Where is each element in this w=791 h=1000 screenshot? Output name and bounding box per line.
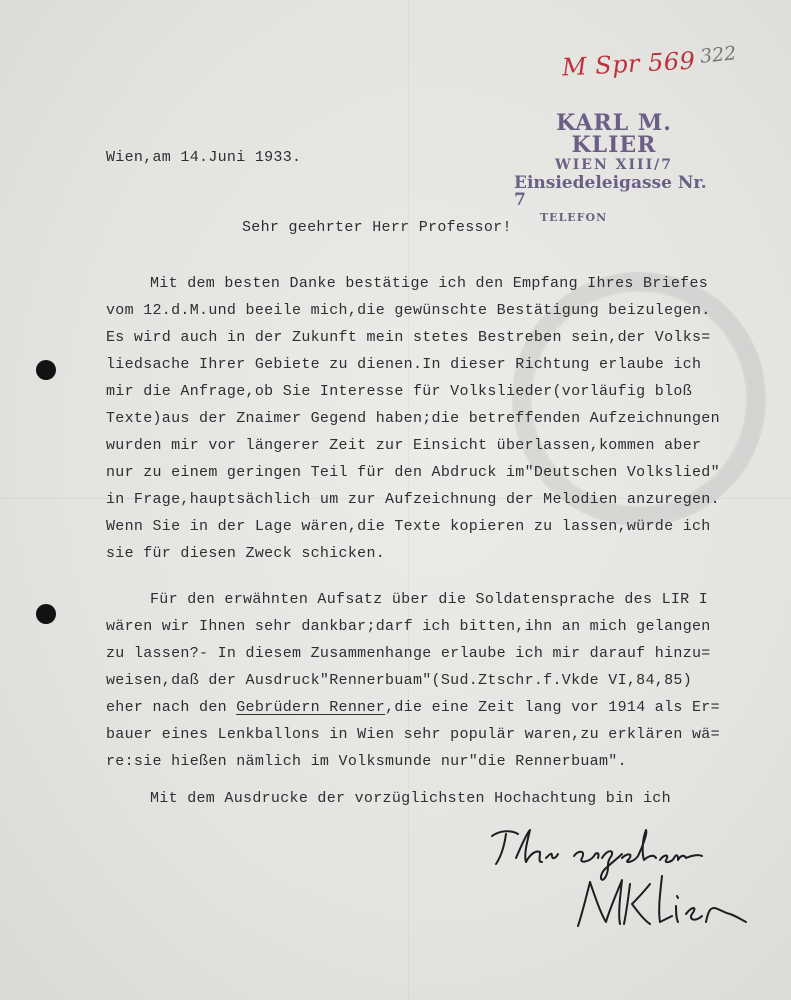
punch-hole-bottom — [36, 604, 56, 624]
paragraph1-line: mir die Anfrage,ob Sie Interesse für Volkslieder(vorläufig bloß — [106, 383, 692, 400]
underlined-gebrueder-renner: Gebrüdern Renner — [236, 699, 386, 716]
paragraph1-line: Es wird auch in der Zukunft mein stetes Bestreben sein,der Volks= — [106, 329, 711, 346]
paragraph1-line: Wenn Sie in der Lage wären,die Texte kopieren zu lassen,würde ich — [106, 518, 711, 535]
paragraph2-line: bauer eines Lenkballons in Wien sehr populär waren,zu erklären wä= — [106, 726, 720, 743]
letter-date: Wien,am 14.Juni 1933. — [106, 149, 302, 166]
paragraph2-line-renner — [106, 699, 720, 716]
archive-shelfmark: M Spr 569 — [561, 46, 697, 82]
paragraph2-line5-start: eher nach den — [106, 699, 237, 716]
paragraph2-line: weisen,daß der Ausdruck"Rennerbuam"(Sud.Ztschr.f.Vkde VI,84,85) — [106, 672, 692, 689]
paragraph2-line: re:sie hießen nämlich im Volksmunde nur"die Rennerbuam". — [106, 753, 627, 770]
stamp-street: Einsiedeleigasse Nr. 7 — [514, 173, 707, 210]
paragraph2-line: zu lassen?- In diesem Zusammenhange erlaube ich mir darauf hinzu= — [106, 645, 711, 662]
paragraph2-line: wären wir Ihnen sehr dankbar;darf ich bitten,ihn an mich gelangen — [106, 618, 711, 635]
stamp-phone: TELEFON — [540, 211, 608, 224]
handwritten-signature — [478, 818, 778, 938]
paragraph1-line: Texte)aus der Znaimer Gegend haben;die betreffenden Aufzeichnungen — [106, 410, 720, 427]
letter-salutation: Sehr geehrter Herr Professor! — [242, 219, 512, 236]
paragraph1-line: vom 12.d.M.und beeile mich,die gewünschte Bestätigung beizulegen. — [106, 302, 711, 319]
closing-line: Mit dem Ausdrucke der vorzüglichsten Hochachtung bin ich — [150, 790, 671, 807]
paragraph2-line5-end: ,die eine Zeit lang vor 1914 als Er= — [385, 699, 720, 716]
paragraph1-line: in Frage,hauptsächlich um zur Aufzeichnung der Melodien anzuregen. — [106, 491, 720, 508]
paragraph1-line: sie für diesen Zweck schicken. — [106, 545, 386, 562]
letterhead-stamp — [514, 112, 714, 223]
punch-hole-top — [36, 360, 56, 380]
stamp-city: WIEN XIII/7 — [555, 157, 673, 173]
paragraph1-line: nur zu einem geringen Teil für den Abdruck im"Deutschen Volkslied" — [106, 464, 720, 481]
paragraph2-line: Für den erwähnten Aufsatz über die Soldatensprache des LIR I — [150, 591, 709, 608]
archive-number: 322 — [698, 42, 738, 68]
stamp-name: KARL M. KLIER — [556, 110, 672, 158]
paragraph1-line: wurden mir vor längerer Zeit zur Einsicht überlassen,kommen aber — [106, 437, 702, 454]
paragraph1-line: Mit dem besten Danke bestätige ich den Empfang Ihres Briefes — [150, 275, 709, 292]
paragraph1-line: liedsache Ihrer Gebiete zu dienen.In dieser Richtung erlaube ich — [106, 356, 702, 373]
